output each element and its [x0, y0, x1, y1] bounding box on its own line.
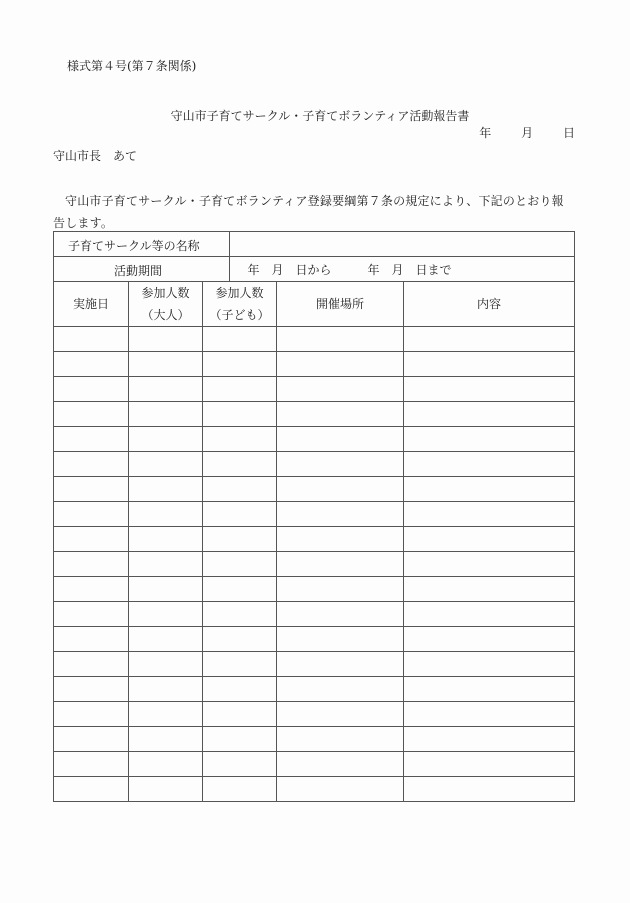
cell-content[interactable] [404, 402, 575, 427]
table-row [54, 577, 575, 602]
cell-content[interactable] [404, 652, 575, 677]
cell-children[interactable] [203, 527, 277, 552]
form-number: 様式第４号(第７条関係) [67, 59, 197, 73]
cell-content[interactable] [404, 677, 575, 702]
cell-venue[interactable] [277, 602, 404, 627]
cell-adults[interactable] [129, 352, 203, 377]
cell-date[interactable] [54, 377, 129, 402]
cell-date[interactable] [54, 552, 129, 577]
table-row [54, 427, 575, 452]
cell-children[interactable] [203, 577, 277, 602]
table-row [54, 352, 575, 377]
period-label-cell [54, 257, 203, 282]
cell-venue[interactable] [277, 402, 404, 427]
cell-adults[interactable] [129, 502, 203, 527]
cell-adults[interactable] [129, 602, 203, 627]
name-row [54, 232, 575, 257]
cell-content[interactable] [404, 777, 575, 802]
cell-adults[interactable] [129, 677, 203, 702]
table-row [54, 677, 575, 702]
cell-adults[interactable] [129, 627, 203, 652]
cell-date[interactable] [54, 577, 129, 602]
table-row [54, 402, 575, 427]
cell-children[interactable] [203, 352, 277, 377]
cell-content[interactable] [404, 527, 575, 552]
cell-adults[interactable] [129, 452, 203, 477]
cell-content[interactable] [404, 377, 575, 402]
cell-children[interactable] [203, 627, 277, 652]
cell-content[interactable] [404, 602, 575, 627]
period-label: 活動期間 [114, 264, 163, 278]
cell-adults[interactable] [129, 402, 203, 427]
cell-venue[interactable] [277, 427, 404, 452]
cell-date[interactable] [54, 752, 129, 777]
cell-venue[interactable] [277, 452, 404, 477]
addressee: 守山市長 あて [53, 149, 138, 163]
name-input[interactable] [203, 232, 575, 257]
cell-venue[interactable] [277, 702, 404, 727]
cell-date[interactable] [54, 477, 129, 502]
cell-children[interactable] [203, 727, 277, 752]
cell-children[interactable] [203, 377, 277, 402]
header-row [54, 282, 575, 327]
cell-venue[interactable] [277, 677, 404, 702]
cell-children[interactable] [203, 452, 277, 477]
period-value[interactable]: 年 月 日から 年 月 日まで [203, 257, 575, 282]
cell-venue[interactable] [277, 552, 404, 577]
cell-content[interactable] [404, 327, 575, 352]
date-month: 月 [521, 126, 534, 140]
date-line [453, 124, 575, 141]
cell-children[interactable] [203, 427, 277, 452]
cell-adults[interactable] [129, 702, 203, 727]
table-row [54, 502, 575, 527]
table-row [54, 527, 575, 552]
table-row [54, 552, 575, 577]
cell-date[interactable] [54, 327, 129, 352]
cell-date[interactable] [54, 727, 129, 752]
cell-children[interactable] [203, 752, 277, 777]
cell-children[interactable] [203, 502, 277, 527]
cell-venue[interactable] [277, 502, 404, 527]
cell-date[interactable] [54, 777, 129, 802]
cell-adults[interactable] [129, 527, 203, 552]
cell-children[interactable] [203, 477, 277, 502]
table-row [54, 627, 575, 652]
cell-date[interactable] [54, 527, 129, 552]
table-row [54, 477, 575, 502]
col-header-venue: 開催場所 [277, 282, 404, 327]
cell-venue[interactable] [277, 752, 404, 777]
name-label: 子育てサークル等の名称 [68, 239, 200, 253]
table-row [54, 727, 575, 752]
cell-venue[interactable] [277, 352, 404, 377]
cell-content[interactable] [404, 452, 575, 477]
cell-adults[interactable] [129, 752, 203, 777]
cell-adults[interactable] [129, 427, 203, 452]
cell-content[interactable] [404, 627, 575, 652]
cell-content[interactable] [404, 427, 575, 452]
date-day: 日 [562, 126, 575, 140]
cell-date[interactable] [54, 602, 129, 627]
cell-date[interactable] [54, 652, 129, 677]
cell-children[interactable] [203, 552, 277, 577]
col-header-date: 実施日 [54, 282, 129, 327]
table-row [54, 752, 575, 777]
cell-content[interactable] [404, 552, 575, 577]
cell-adults[interactable] [129, 727, 203, 752]
cell-content[interactable] [404, 577, 575, 602]
cell-adults[interactable] [129, 552, 203, 577]
cell-date[interactable] [54, 352, 129, 377]
cell-venue[interactable] [277, 577, 404, 602]
cell-children[interactable] [203, 702, 277, 727]
cell-venue[interactable] [277, 777, 404, 802]
cell-content[interactable] [404, 477, 575, 502]
table-row [54, 452, 575, 477]
cell-content[interactable] [404, 352, 575, 377]
cell-adults[interactable] [129, 477, 203, 502]
cell-adults[interactable] [129, 777, 203, 802]
table-row [54, 777, 575, 802]
cell-venue[interactable] [277, 477, 404, 502]
cell-children[interactable] [203, 602, 277, 627]
cell-children[interactable] [203, 402, 277, 427]
cell-content[interactable] [404, 502, 575, 527]
cell-date[interactable] [54, 427, 129, 452]
cell-adults[interactable] [129, 577, 203, 602]
table-row [54, 702, 575, 727]
cell-venue[interactable] [277, 527, 404, 552]
cell-content[interactable] [404, 727, 575, 752]
period-row [54, 257, 575, 282]
cell-venue[interactable] [277, 727, 404, 752]
cell-children[interactable] [203, 652, 277, 677]
cell-children[interactable] [203, 777, 277, 802]
cell-date[interactable] [54, 502, 129, 527]
cell-adults[interactable] [129, 327, 203, 352]
col-header-content: 内容 [404, 282, 575, 327]
cell-date[interactable] [54, 402, 129, 427]
table-row [54, 377, 575, 402]
cell-date[interactable] [54, 452, 129, 477]
cell-venue[interactable] [277, 627, 404, 652]
cell-children[interactable] [203, 677, 277, 702]
cell-date[interactable] [54, 702, 129, 727]
name-label-cell [54, 232, 203, 257]
col-header-children: 参加人数 （子ども） [203, 282, 277, 327]
cell-children[interactable] [203, 327, 277, 352]
document-title: 守山市子育てサークル・子育てボランティア活動報告書 [170, 109, 470, 123]
cell-adults[interactable] [129, 652, 203, 677]
cell-venue[interactable] [277, 652, 404, 677]
cell-date[interactable] [54, 627, 129, 652]
body-text: 守山市子育てサークル・子育てボランティア登録要綱第７条の規定により、下記のとおり報告します。 [53, 194, 564, 230]
cell-content[interactable] [404, 702, 575, 727]
date-year: 年 [479, 126, 492, 140]
cell-venue[interactable] [277, 377, 404, 402]
cell-venue[interactable] [277, 327, 404, 352]
cell-date[interactable] [54, 677, 129, 702]
cell-content[interactable] [404, 752, 575, 777]
table-row [54, 327, 575, 352]
report-table [53, 231, 575, 802]
table-row [54, 602, 575, 627]
col-header-adults: 参加人数 （大人） [129, 282, 203, 327]
table-row [54, 652, 575, 677]
cell-adults[interactable] [129, 377, 203, 402]
